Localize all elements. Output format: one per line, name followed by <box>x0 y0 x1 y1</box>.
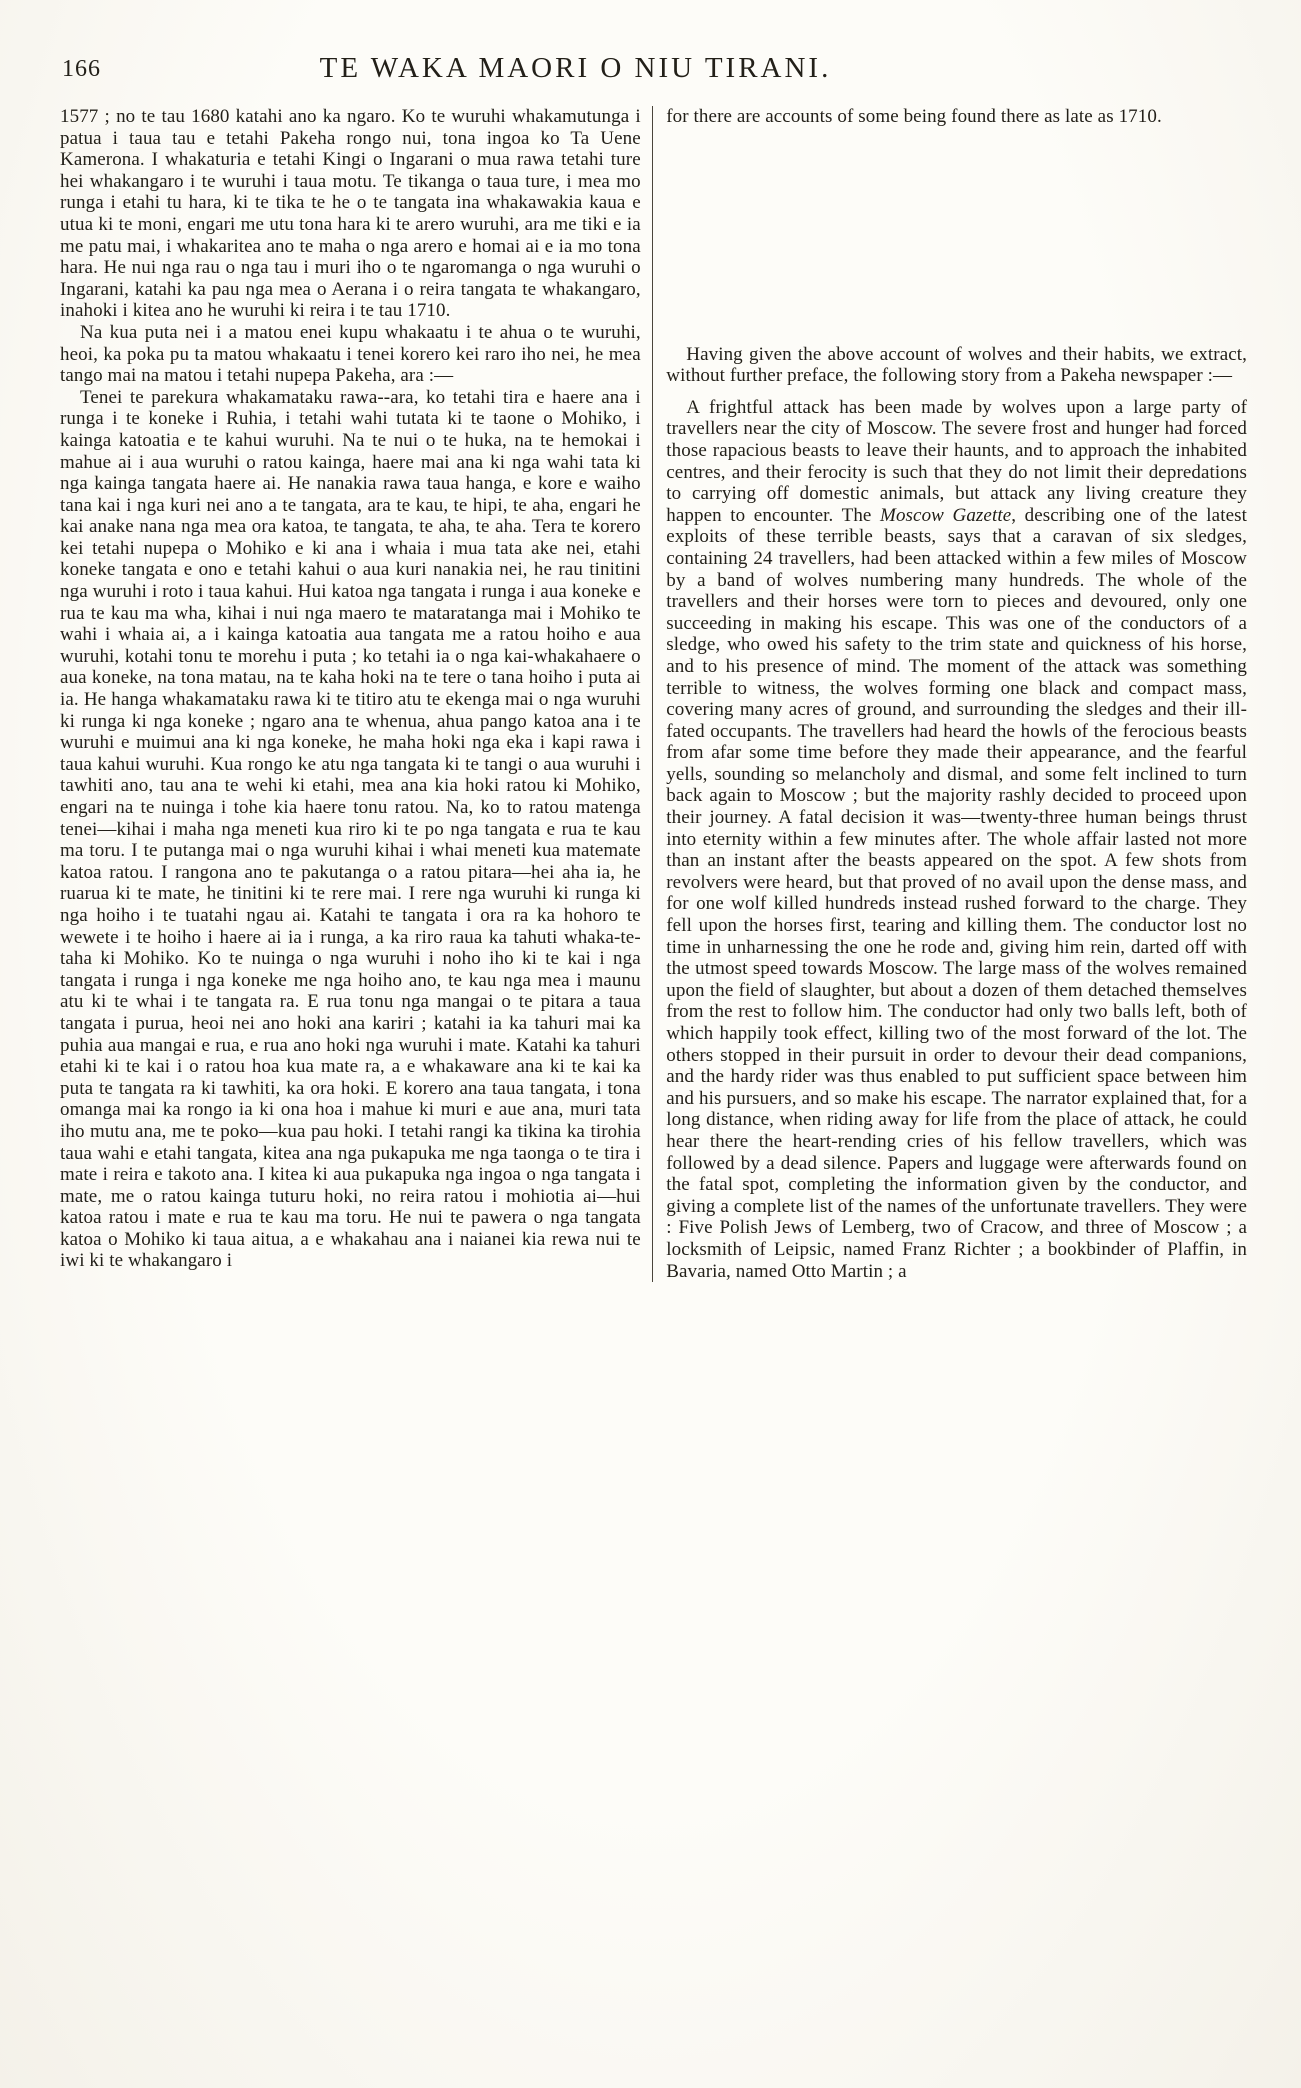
english-paragraph-story <box>666 397 1247 1282</box>
page-header <box>0 0 1301 100</box>
page-number: 166 <box>62 56 101 82</box>
right-column-english <box>653 106 1247 1282</box>
maori-paragraph-intro: Na kua puta nei i a matou enei kupu whakaatu i te ahua o te wuruhi, heoi, ka poka pu ta matou whakaatu i tenei korero kei raro iho nei, he mea tango mai na matou i tetahi nupepa Pakeha, ara :— <box>60 321 641 387</box>
english-paragraph-continuation: for there are accounts of some being found there as late as 1710. <box>666 106 1162 127</box>
moscow-gazette-title: Moscow Gazette <box>880 504 1012 526</box>
story-text-before-title: A frightful attack has been made by wolves upon a large party of travellers near the city of Moscow. The severe frost and hunger had forced those rapacious beasts to leave their haunts, and to approach the inhabited centres, and their ferocity is such that they do not limit their depredations to carrying off domestic animals, but attack any living creature they happen to encounter. The <box>666 396 1247 526</box>
maori-paragraph-continuation: 1577 ; no te tau 1680 katahi ano ka ngaro. Ko te wuruhi whakamutunga i patua i taua tau e tetahi Pakeha rongo nui, tona ingoa ko Ta Uene Kamerona. I whakaturia e tetahi Kingi o Ingarani o mua rawa tetahi ture hei whakangaro i te wuruhi i taua motu. Te tikanga o taua ture, i mea mo runga i etahi tu hara, ki te tika te he o te tangata ina whakawakia kaua e utua ki te moni, engari me utu tona hara ki te arero wuruhi, ara me tiki e ia me patu mai, i whakaritea ano te maha o nga arero e homai ai e ia mo tona hara. He nui nga rau o nga tau i muri iho o te ngaromanga o nga wuruhi o Ingarani, katahi ka pau nga mea o Aerana i o reira tangata te whakangaro, inahoki i kitea ano he wuruhi ki reira i te tau 1710. <box>60 106 641 322</box>
two-column-layout <box>0 100 1301 1282</box>
left-column-maori <box>60 106 652 1282</box>
maori-paragraph-story: Tenei te parekura whakamataku rawa--ara, ko tetahi tira e haere ana i runga i te koneke i Ruhia, i tetahi wahi tutata ki te taone o Mohiko, i kainga katoatia e te kahui wuruhi. Na te nui o te huka, na te hemokai i mahue ai i aua wuruhi o ratou kainga, haere mai ana ki nga wahi tata ki nga kainga tangata haere ai. He nanakia rawa taua hanga, e kore e waiho tana kai i nga kuri nei ano a te tangata, ara te kau, te hipi, te aha, engari he kai anake nana nga mea ora katoa, te tangata, te aha, te aha. Tera te korero kei tetahi nupepa o Mohiko e ki ana i whaia i mua tata ake nei, etahi koneke tangata e ono e tetahi kahui o aua kuri nanakia nei, he rau tinitini nga wuruhi i roto i taua kahui. Hui katoa nga tangata i runga i aua koneke e rua te kau ma wha, kihai i nui nga maero te mataratanga mai i Mohiko te wahi i whaia ai, a i kainga katoatia aua tangata me a ratou hoiho e aua wuruhi, kotahi tonu te morehu i puta ; ko tetahi ia o nga kai-whakahaere o aua koneke, na tona matau, na te kaha hoki na te tere o tana hoiho i puta ai ia. He hanga whakamataku rawa ki te titiro atu te ekenga mai o nga wuruhi ki runga ki nga koneke ; ngaro ana te whenua, ahua pango katoa ana i te wuruhi e muimui ana ki nga koneke, he maha hoki nga eka i kapi rawa i taua kahui wuruhi. Kua rongo ke atu nga tangata ki te tangi o aua wuruhi i tawhiti ano, tau ana te wehi ki etahi, mea ana kia hoki ratou ki Mohiko, engari na te nuinga i tohe kia haere tonu ratou. Na, ko to ratou matenga tenei—kihai i maha nga meneti kua riro ki te po nga tangata e rua te kau ma toru. I te putanga mai o nga wuruhi kihai i whai meneti kua matemate katoa ratou. I rangona ano te pakutanga o a ratou pitara—hei aha ia, he ruarua ki te mate, he tinitini ki te rere mai. I rere nga wuruhi ki runga ki nga hoiho i te tuatahi ngau ai. Katahi te tangata i ora ra ka hohoro te wewete i te hoiho i haere ai ia i runga, a ka riro raua ka tahuti whaka-te-taha ki Mohiko. Ko te nuinga o nga wuruhi i noho iho ki te kai i nga tangata i runga i nga koneke me nga hoiho ano, te kau nga mea i maunu atu ki te whai i te tangata ra. E rua tonu nga mangai o te pitara a taua tangata i purua, heoi nei ano hoki ana kariri ; katahi ia ka tahuri mai ka puhia aua mangai e rua, e rua ano hoki nga wuruhi i mate. Katahi ka tahuri etahi ki te kai i o ratou hoa kua mate ra, a e whakaware ana ki te kai ka puta te tangata ra ki tawhiti, ka ora hoki. E korero ana taua tangata, i tona omanga mai ka rongo ia ki ona hoa i mahue ki muri e aue ana, muri tata iho mutu ana, me te poko—kua pau hoki. I tetahi rangi ka tikina ka tirohia taua wahi e etahi tangata, kitea ana nga pukapuka me nga taonga o te tira i mate i reira e takoto ana. I kitea ki aua pukapuka nga ingoa o nga tangata i mate, me o ratou kainga tuturu hoki, no reira ratou i mohiotia ai—hui katoa ratou i mate e rua te kau ma toru. He nui te pawera o nga tangata katoa o Mohiko ki taua aitua, a e whakahau ana i naianei kia rewa nui te iwi ki te whakangaro i <box>60 386 641 1272</box>
english-paragraph-intro: Having given the above account of wolves and their habits, we extract, without further preface, the following story from a Pakeha newspaper :— <box>666 343 1247 387</box>
masthead-title: TE WAKA MAORI O NIU TIRANI. <box>319 52 832 84</box>
story-text-after-title: , describing one of the latest exploits of these terrible beasts, says that a caravan of six sledges, containing 24 travellers, had been attacked within a few miles of Moscow by a band of wolves numbering many hundreds. The whole of the travellers and their horses were torn to pieces and devoured, only one succeeding in making his escape. This was one of the conductors of a sledge, who owed his safety to the trim state and quickness of his horse, and to his presence of mind. The moment of the attack was something terrible to witness, the wolves forming one black and compact mass, covering many acres of ground, and surrounding the sledges and their ill-fated occupants. The travellers had heard the howls of the ferocious beasts from afar some time before they made their appearance, and the fearful yells, sounding so melancholy and dismal, and some felt inclined to turn back again to Moscow ; but the majority rashly decided to proceed upon their journey. A fatal decision it was—twenty-three human beings thrust into eternity within a few minutes after. The whole affair lasted not more than an instant after the beasts appeared on the spot. A few shots from revolvers were heard, but that proved of no avail upon the dense mass, and for one wolf killed hundreds instead rushed forward to the charge. They fell upon the horses first, tearing and killing them. The conductor lost no time in unharnessing the one he rode and, giving him rein, darted off with the utmost speed towards Moscow. The large mass of the wolves remained upon the field of slaughter, but about a dozen of them detached themselves from the rest to follow him. The conductor had only two balls left, both of which happily took effect, killing two of the most forward of the lot. The others stopped in their pursuit in order to devour their dead companions, and the hardy rider was thus enabled to put sufficient space between him and his pursuers, and so make his escape. The narrator explained that, for a long distance, when riding away for life from the place of attack, he could hear there the heart-rending cries of his fellow travellers, which was followed by a dead silence. Papers and luggage were afterwards found on the fatal spot, completing the information given by the conductor, and giving a complete list of the names of the unfortunate travellers. They were : Five Polish Jews of Lemberg, two of Cracow, and three of Moscow ; a locksmith of Leipsic, named Franz Richter ; a bookbinder of Plaffin, in Bavaria, named Otto Martin ; a <box>666 504 1248 1282</box>
